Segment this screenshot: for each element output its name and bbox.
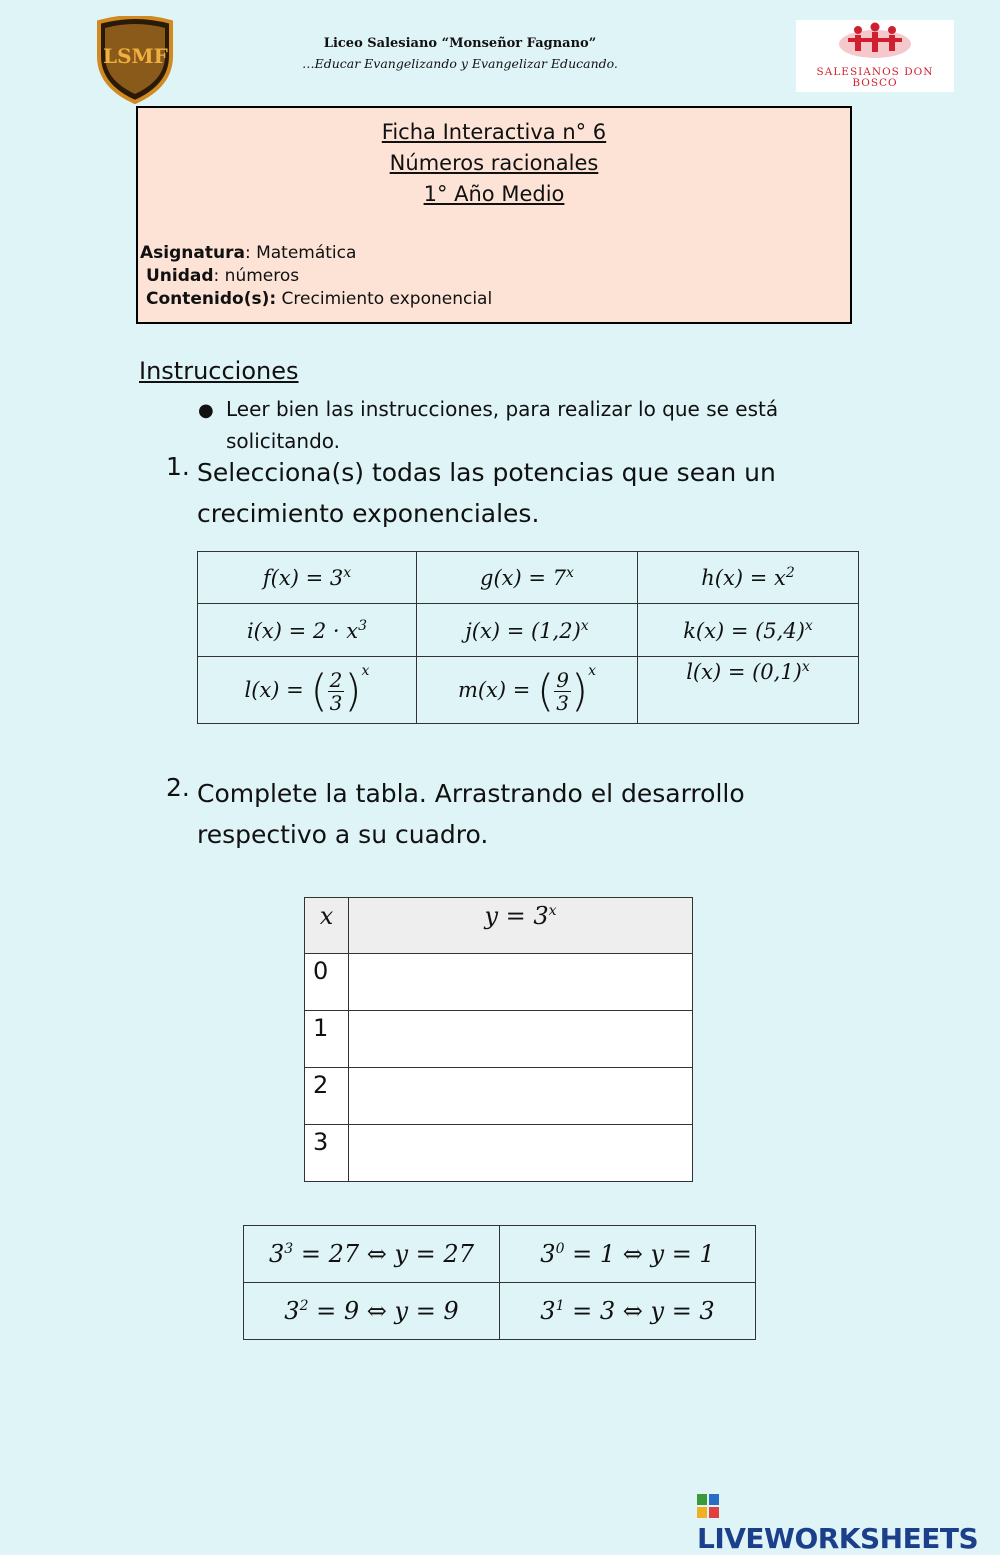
option-exp: 3 xyxy=(284,1241,294,1257)
q2-number: 2. xyxy=(166,773,190,802)
option-l1-exp: x xyxy=(361,663,370,680)
q2-answer-table xyxy=(304,897,693,1182)
option-g-exp: x xyxy=(566,565,574,581)
option-h-text: h(x) = x xyxy=(701,566,786,590)
option-l2-exp: x xyxy=(801,659,810,675)
school-logo xyxy=(95,16,175,104)
unidad-label: Unidad xyxy=(146,266,214,286)
contenido-label: Contenido(s): xyxy=(146,289,277,309)
school-name: Liceo Salesiano “Monseñor Fagnano” xyxy=(323,36,597,51)
row-x-value: 1 xyxy=(305,1011,349,1068)
q1-number: 1. xyxy=(166,452,190,481)
option-m-text: m(x) = xyxy=(457,678,538,703)
draggable-option[interactable] xyxy=(500,1226,756,1283)
q1-options-table xyxy=(197,551,859,724)
option-base: 3 xyxy=(269,1240,285,1268)
paren-left-icon: ( xyxy=(310,665,328,717)
q2-draggable-options xyxy=(243,1225,756,1340)
worksheet-grade: 1° Año Medio xyxy=(423,182,565,206)
asignatura-value: : Matemática xyxy=(244,243,357,263)
option-i[interactable] xyxy=(198,604,417,657)
header-y-text: y = 3 xyxy=(484,902,549,930)
option-l2[interactable] xyxy=(638,657,859,724)
option-l1-text: l(x) = xyxy=(244,678,311,703)
option-g[interactable] xyxy=(417,552,638,604)
liveworksheets-icon xyxy=(697,1494,719,1518)
fraction-denominator: 3 xyxy=(556,690,569,715)
option-k-exp: x xyxy=(804,617,813,634)
option-f[interactable] xyxy=(198,552,417,604)
option-i-text: i(x) = 2 · x xyxy=(246,618,359,643)
instructions-title: Instrucciones xyxy=(139,357,299,385)
option-j-text: j(x) = (1,2) xyxy=(465,618,581,643)
option-k-text: k(x) = (5,4) xyxy=(683,618,805,643)
drop-zone-row-1[interactable] xyxy=(349,1011,693,1068)
option-rest: = 9 ⇔ y = 9 xyxy=(308,1297,459,1325)
header-x xyxy=(305,898,349,954)
fraction-denominator: 3 xyxy=(329,690,343,715)
drop-zone-row-0[interactable] xyxy=(349,954,693,1011)
drop-zone-row-3[interactable] xyxy=(349,1125,693,1182)
paren-left-icon: ( xyxy=(537,665,555,717)
contenido-value: Crecimiento exponencial xyxy=(276,289,493,309)
unidad-value: : números xyxy=(213,266,300,286)
fraction-numerator: 9 xyxy=(556,667,569,692)
fraction xyxy=(328,669,345,714)
option-l1[interactable] xyxy=(198,657,417,724)
paren-right-icon: ) xyxy=(344,665,362,717)
option-k[interactable] xyxy=(638,604,859,657)
draggable-option[interactable] xyxy=(244,1226,500,1283)
option-j[interactable] xyxy=(417,604,638,657)
row-x-value: 3 xyxy=(305,1125,349,1182)
school-motto: …Educar Evangelizando y Evangelizar Educando. xyxy=(302,56,618,71)
liveworksheets-logo xyxy=(697,1489,1000,1555)
option-i-exp: 3 xyxy=(358,617,368,634)
option-m-exp: x xyxy=(588,663,597,680)
option-rest: = 3 ⇔ y = 3 xyxy=(564,1297,715,1325)
option-l2-text: l(x) = (0,1) xyxy=(686,660,802,684)
salesianos-logo-text: SALESIANOS DON BOSCO xyxy=(816,66,934,89)
row-x-value: 2 xyxy=(305,1068,349,1125)
header-y-exp: x xyxy=(548,903,557,919)
option-exp: 0 xyxy=(555,1241,565,1257)
liveworksheets-brand: LIVEWORKSHEETS xyxy=(697,1522,979,1555)
option-f-text: f(x) = 3 xyxy=(262,566,344,590)
option-f-exp: x xyxy=(343,565,352,581)
unidad-line xyxy=(146,266,299,286)
option-j-exp: x xyxy=(580,617,589,634)
fraction xyxy=(554,669,571,714)
option-m[interactable] xyxy=(417,657,638,724)
asignatura-line xyxy=(140,243,356,263)
salesianos-logo xyxy=(796,20,954,92)
option-base: 3 xyxy=(540,1297,556,1325)
header-x-text: x xyxy=(319,902,334,930)
drop-zone-row-2[interactable] xyxy=(349,1068,693,1125)
option-exp: 1 xyxy=(555,1298,565,1314)
option-base: 3 xyxy=(540,1240,556,1268)
asignatura-label: Asignatura xyxy=(140,243,245,263)
option-rest: = 1 ⇔ y = 1 xyxy=(564,1240,715,1268)
instructions-bullet: Leer bien las instrucciones, para realizar lo que se está solicitando. xyxy=(226,397,779,453)
worksheet-topic: Números racionales xyxy=(389,151,599,175)
option-rest: = 27 ⇔ y = 27 xyxy=(293,1240,474,1268)
draggable-option[interactable] xyxy=(500,1283,756,1340)
fraction-numerator: 2 xyxy=(329,667,343,692)
option-g-text: g(x) = 7 xyxy=(480,566,567,590)
worksheet-title: Ficha Interactiva n° 6 xyxy=(381,120,607,144)
q2-text: Complete la tabla. Arrastrando el desarrollo respectivo a su cuadro. xyxy=(197,779,745,849)
option-h-exp: 2 xyxy=(785,565,795,581)
title-box xyxy=(136,106,852,324)
header-y xyxy=(349,898,693,954)
option-h[interactable] xyxy=(638,552,859,604)
option-exp: 2 xyxy=(299,1298,309,1314)
paren-right-icon: ) xyxy=(570,665,589,717)
row-x-value: 0 xyxy=(305,954,349,1011)
q1-text: Selecciona(s) todas las potencias que sean un crecimiento exponenciales. xyxy=(197,458,776,528)
contenido-line xyxy=(146,289,492,309)
school-logo-text: LSMF xyxy=(103,44,168,68)
draggable-option[interactable] xyxy=(244,1283,500,1340)
option-base: 3 xyxy=(284,1297,300,1325)
bullet-icon: ● xyxy=(198,400,214,421)
